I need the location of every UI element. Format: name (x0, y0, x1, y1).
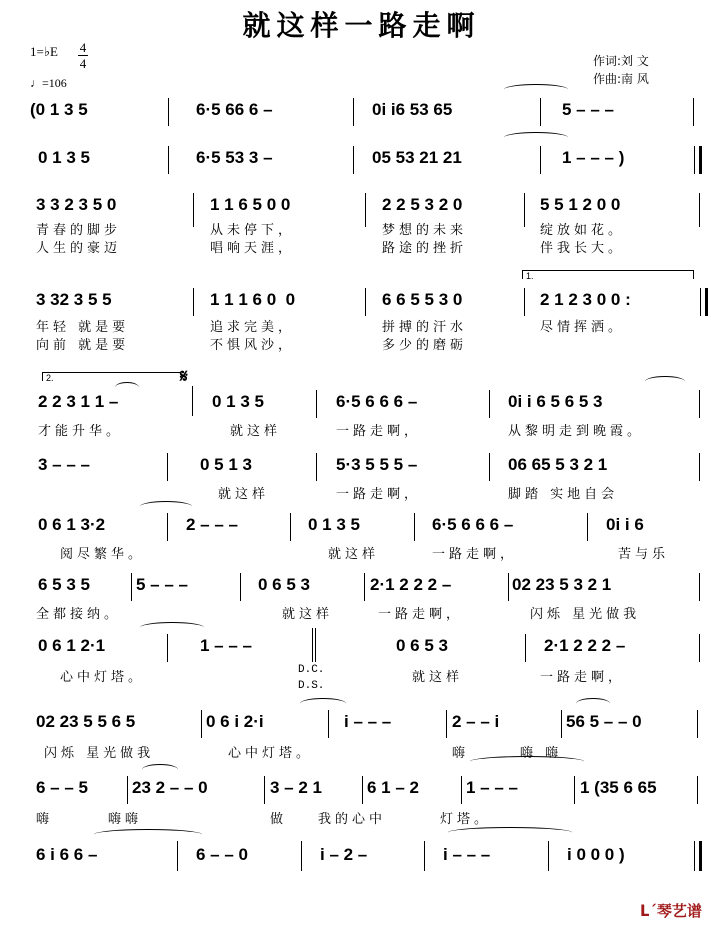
measure: 5·3 5 5 5 – (336, 455, 418, 474)
measure: 6 6 5 5 3 0 (382, 290, 463, 309)
barline (365, 193, 366, 227)
barline (697, 710, 698, 738)
measure: 6 5 3 5 (38, 575, 90, 594)
lyric: 绽放如花。 (540, 223, 626, 238)
barline (461, 776, 462, 804)
lyric: 嗨 嗨 (520, 746, 563, 761)
lyric: 就这样 (282, 607, 334, 622)
measure: 0i i 6 (606, 515, 644, 534)
lyric: 闪烁 星光做我 (44, 746, 155, 761)
volta-1: 1. (522, 270, 694, 279)
song-title: 就这样一路走啊 (242, 9, 481, 42)
lyric: 多少的磨砺 (382, 338, 468, 353)
lyric: 一路走啊， (378, 607, 464, 622)
lyric: 我的心中 (318, 812, 387, 827)
measure: 0 6 5 3 (396, 636, 448, 655)
lyric: 心中灯塔。 (228, 746, 314, 761)
barline (131, 573, 132, 601)
measure: 1 – – – (466, 778, 518, 797)
barline (264, 776, 265, 804)
barline (201, 710, 202, 738)
measure: 02 23 5 5 6 5 (36, 712, 136, 731)
measure: 2 – – i (452, 712, 500, 731)
key-label: 1=♭E (30, 44, 58, 59)
lyric: 拼搏的汗水 (382, 320, 468, 335)
time-sig-top: 4 (79, 40, 87, 55)
measure: 0 1 3 5 (308, 515, 360, 534)
barline (540, 146, 541, 174)
measure: 06 65 5 3 2 1 (508, 455, 608, 474)
slur (576, 698, 610, 709)
lyric: 青春的脚步 (36, 223, 122, 238)
measure: 0i i6 53 65 (372, 100, 453, 119)
lyric: 心中灯塔。 (60, 670, 146, 685)
measure: 2·1 2 2 2 – (544, 636, 626, 655)
measure: 5 – – – (136, 575, 188, 594)
repeat-start-barline (694, 146, 702, 174)
barline (167, 513, 168, 541)
barline (193, 288, 194, 316)
measure: 0 1 3 5 (38, 148, 90, 167)
barline (587, 513, 588, 541)
final-barline (694, 841, 702, 871)
lyric: 年轻 就是要 (36, 320, 130, 335)
measure: 6·5 53 3 – (196, 148, 273, 167)
barline (525, 634, 526, 662)
key-signature (30, 40, 87, 71)
slur (300, 698, 346, 709)
barline (693, 98, 694, 126)
barline (353, 146, 354, 174)
barline (414, 513, 415, 541)
barline (446, 710, 447, 738)
barline (168, 98, 169, 126)
measure: 5 5 1 2 0 0 (540, 195, 621, 214)
watermark-logo (640, 900, 702, 921)
measure: 0 6 5 3 (258, 575, 310, 594)
barline (365, 288, 366, 316)
slur (115, 382, 139, 393)
barline (167, 634, 168, 662)
measure: 02 23 5 3 2 1 (512, 575, 612, 594)
lyric: 追求完美， (210, 320, 296, 335)
measure: i – 2 – (320, 845, 368, 864)
measure: 3 32 3 5 5 (36, 290, 112, 309)
lyric: 嗨 (452, 746, 470, 761)
slur (142, 764, 178, 775)
barline (697, 776, 698, 804)
barline (574, 776, 575, 804)
barline (524, 193, 525, 227)
lyric: 才能升华。 (38, 424, 124, 439)
barline (489, 453, 490, 481)
barline (699, 573, 700, 601)
lyricist: 作词:刘 文 (593, 54, 649, 68)
lyric: 一路走啊， (540, 670, 626, 685)
measure: 5 – – – (562, 100, 614, 119)
measure: 0 1 3 5 (212, 392, 264, 411)
lyric: 阅尽繁华。 (60, 547, 146, 562)
barline (489, 390, 490, 418)
lyric: 一路走啊， (336, 487, 422, 502)
barline (540, 98, 541, 126)
lyric: 一路走啊， (336, 424, 422, 439)
barline (316, 453, 317, 481)
lyric: 唱响天涯， (210, 241, 296, 256)
measure: 0 6 1 3·2 (38, 515, 106, 534)
logo-icon: ᒪ´ (640, 902, 657, 920)
double-barline (312, 628, 316, 662)
barline (364, 573, 365, 601)
time-sig-bottom: 4 (79, 56, 87, 71)
lyric: 梦想的未来 (382, 223, 468, 238)
barline (177, 841, 178, 871)
measure: 2 2 5 3 2 0 (382, 195, 463, 214)
barline (301, 841, 302, 871)
lyric: 做 (270, 812, 288, 827)
lyric: 就这样 (328, 547, 380, 562)
barline (240, 573, 241, 601)
volta-2: 2. (42, 372, 181, 381)
barline (424, 841, 425, 871)
lyric: 伴我长大。 (540, 241, 626, 256)
barline (561, 710, 562, 738)
barline (328, 710, 329, 738)
lyric: 从黎明走到晚霞。 (508, 424, 645, 439)
barline (353, 98, 354, 126)
lyric: 就这样 (218, 487, 270, 502)
measure: 6 – – 0 (196, 845, 248, 864)
barline (548, 841, 549, 871)
barline (168, 146, 169, 174)
barline (192, 386, 193, 416)
measure: 6 i 6 6 – (36, 845, 98, 864)
measure: 1 1 1 6 0 0 (210, 290, 296, 309)
segno-icon: 𝄋 (180, 366, 188, 387)
watermark-text: 琴艺谱 (656, 902, 702, 920)
measure: 1 – – – ) (562, 148, 625, 167)
slur (504, 132, 568, 143)
lyric: 就这样 (230, 424, 282, 439)
measure: 1 (35 6 65 (580, 778, 657, 797)
measure: 2 2 3 1 1 – (38, 392, 119, 411)
measure: 6·5 6 6 6 – (336, 392, 418, 411)
measure: 05 53 21 21 (372, 148, 462, 167)
measure: i 0 0 0 ) (567, 845, 625, 864)
composer: 作曲:南 风 (593, 72, 649, 86)
measure: 6·5 6 6 6 – (432, 515, 514, 534)
measure: 0 6 i 2·i (206, 712, 264, 731)
slur (504, 84, 568, 95)
barline (524, 288, 525, 316)
measure: 6 – – 5 (36, 778, 88, 797)
measure: 0 6 1 2·1 (38, 636, 106, 655)
lyric: 不惧风沙， (210, 338, 296, 353)
lyric: 脚踏 实地自会 (508, 487, 619, 502)
measure: 1 – – – (200, 636, 252, 655)
measure: 2 1 2 3 0 0 : (540, 290, 631, 309)
dc-mark: D.C. (298, 664, 325, 676)
lyric: 向前 就是要 (36, 338, 130, 353)
time-signature (78, 40, 88, 71)
lyric: 嗨嗨 (108, 812, 143, 827)
measure: 23 2 – – 0 (132, 778, 208, 797)
barline (508, 573, 509, 601)
lyric: 人生的豪迈 (36, 241, 122, 256)
slur (448, 827, 572, 838)
measure: 6·5 66 6 – (196, 100, 273, 119)
lyric: 一路走啊， (432, 547, 518, 562)
lyric: 苦与乐 (618, 547, 670, 562)
credits (593, 52, 649, 88)
measure: 3 – – – (38, 455, 90, 474)
lyric: 灯塔。 (440, 812, 492, 827)
lyric: 全都接纳。 (36, 607, 122, 622)
slur (140, 622, 204, 633)
barline (699, 453, 700, 481)
tempo-marking: ♩=106 (30, 76, 67, 90)
measure: 6 1 – 2 (367, 778, 419, 797)
measure: 3 – 2 1 (270, 778, 322, 797)
lyric: 从未停下， (210, 223, 296, 238)
measure: 0i i 6 5 6 5 3 (508, 392, 603, 411)
ds-mark: D.S. (298, 680, 325, 692)
barline (699, 193, 700, 227)
lyric: 就这样 (412, 670, 464, 685)
lyric: 尽情挥洒。 (540, 320, 626, 335)
barline (699, 390, 700, 418)
slur (140, 501, 192, 512)
measure: 2·1 2 2 2 – (370, 575, 452, 594)
measure: 3 3 2 3 5 0 (36, 195, 117, 214)
barline (362, 776, 363, 804)
measure: 56 5 – – 0 (566, 712, 642, 731)
lyric: 路途的挫折 (382, 241, 468, 256)
measure: (0 1 3 5 (30, 100, 88, 119)
lyric: 闪烁 星光做我 (530, 607, 641, 622)
slur (470, 756, 584, 767)
barline (316, 390, 317, 418)
barline (699, 634, 700, 662)
barline (193, 193, 194, 227)
slur (645, 376, 685, 387)
measure: 1 1 6 5 0 0 (210, 195, 291, 214)
barline (290, 513, 291, 541)
measure: i – – – (344, 712, 392, 731)
repeat-end-barline (700, 288, 708, 316)
barline (127, 776, 128, 804)
slur (94, 829, 202, 840)
measure: 2 – – – (186, 515, 238, 534)
lyric: 嗨 (36, 812, 54, 827)
measure: 0 5 1 3 (200, 455, 252, 474)
measure: i – – – (443, 845, 491, 864)
barline (167, 453, 168, 481)
